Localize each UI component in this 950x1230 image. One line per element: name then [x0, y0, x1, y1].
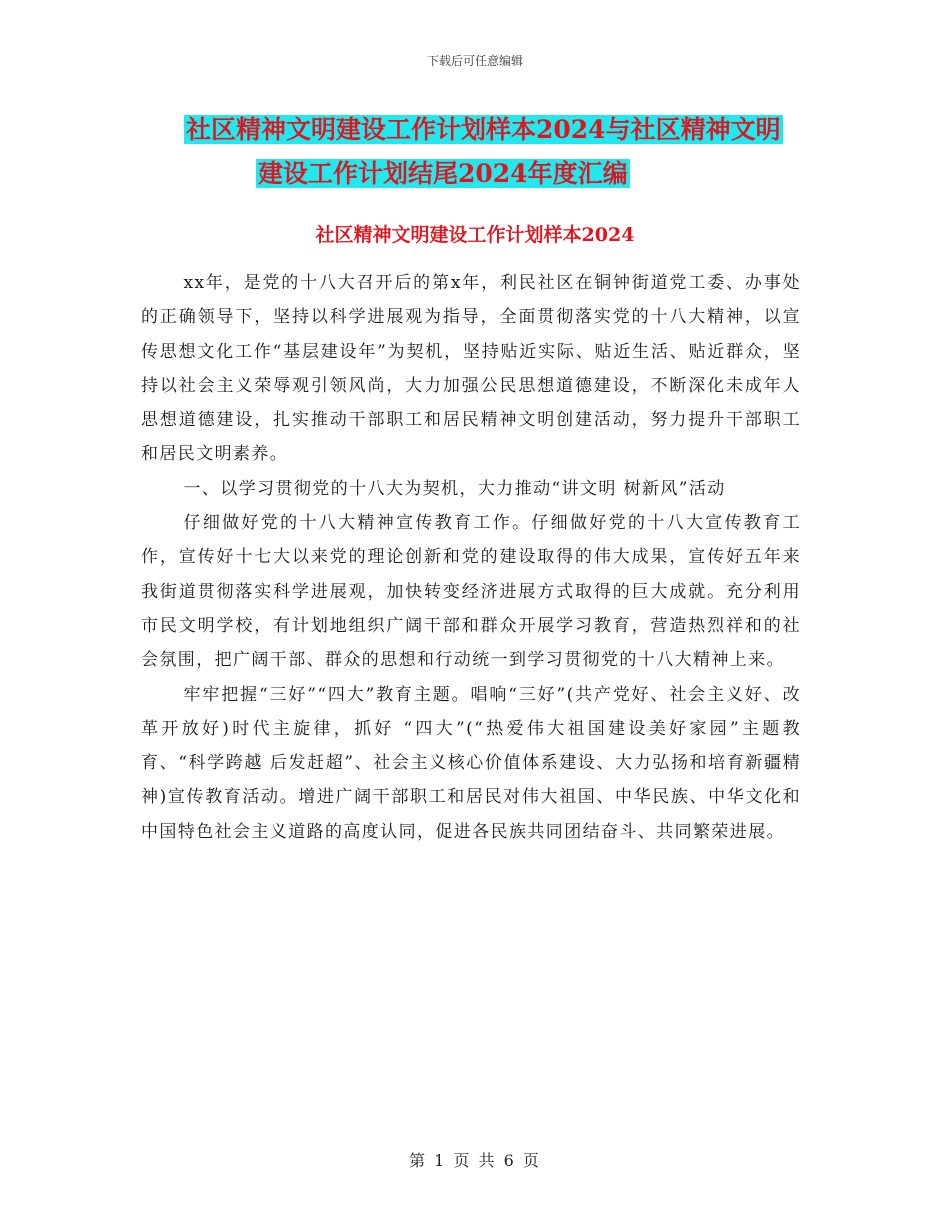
page-header-note: 下载后可任意编辑 — [426, 54, 523, 68]
title-line-2 — [184, 152, 824, 196]
title-line-1 — [184, 108, 824, 152]
title-line-2-text: 建设工作计划结尾2024年度汇编 — [258, 159, 628, 188]
paragraph: 仔细做好党的十八大精神宣传教育工作。仔细做好党的十八大宣传教育工作，宣传好十七大以来党的理论创新和党的建设取得的伟大成果，宣传好五年来我街道贯彻落实科学进展观，加快转变经济进展方式取得的巨大成就。充分利用市民文明学校，有计划地组织广阔干部和群众开展学习教育，营造热烈祥和的社会氛围，把广阔干部、群众的思想和行动统一到学习贯彻党的十八大精神上来。 — [141, 513, 801, 671]
title-line-1-text: 社区精神文明建设工作计划样本2024与社区精神文明 — [186, 115, 781, 144]
body-text — [141, 266, 801, 849]
document-title — [184, 108, 824, 196]
page-number: 第 1 页 共 6 页 — [409, 1151, 541, 1170]
paragraph: 一、以学习贯彻党的十八大为契机，大力推动“讲文明 树新风”活动 — [183, 478, 726, 499]
paragraph: xx年，是党的十八大召开后的第x年，利民社区在铜钟街道党工委、办事处的正确领导下，坚持以科学进展观为指导，全面贯彻落实党的十八大精神，以宣传思想文化工作“基层建设年”为契机，坚持贴近实际、贴近生活、贴近群众，坚持以社会主义荣辱观引领风尚，大力加强公民思想道德建设，不断深化未成年人思想道德建设，扎实推动干部职工和居民精神文明创建活动，努力提升干部职工和居民文明素养。 — [141, 273, 801, 465]
section-subtitle: 社区精神文明建设工作计划样本2024 — [315, 224, 635, 246]
paragraph: 牢牢把握“三好”“四大”教育主题。唱响“三好”(共产党好、社会主义好、改革开放好)时代主旋律，抓好 “四大”(“热爱伟大祖国建设美好家园”主题教育、“科学跨越 后发赶超”、社会主义核心价值体系建设、大力弘扬和培育新疆精神)宣传教育活动。增进广阔干部职工和居民对伟大祖国、中华民族、中华文化和中国特色社会主义道路的高度认同，促进各民族共同团结奋斗、共同繁荣进展。 — [141, 684, 801, 842]
